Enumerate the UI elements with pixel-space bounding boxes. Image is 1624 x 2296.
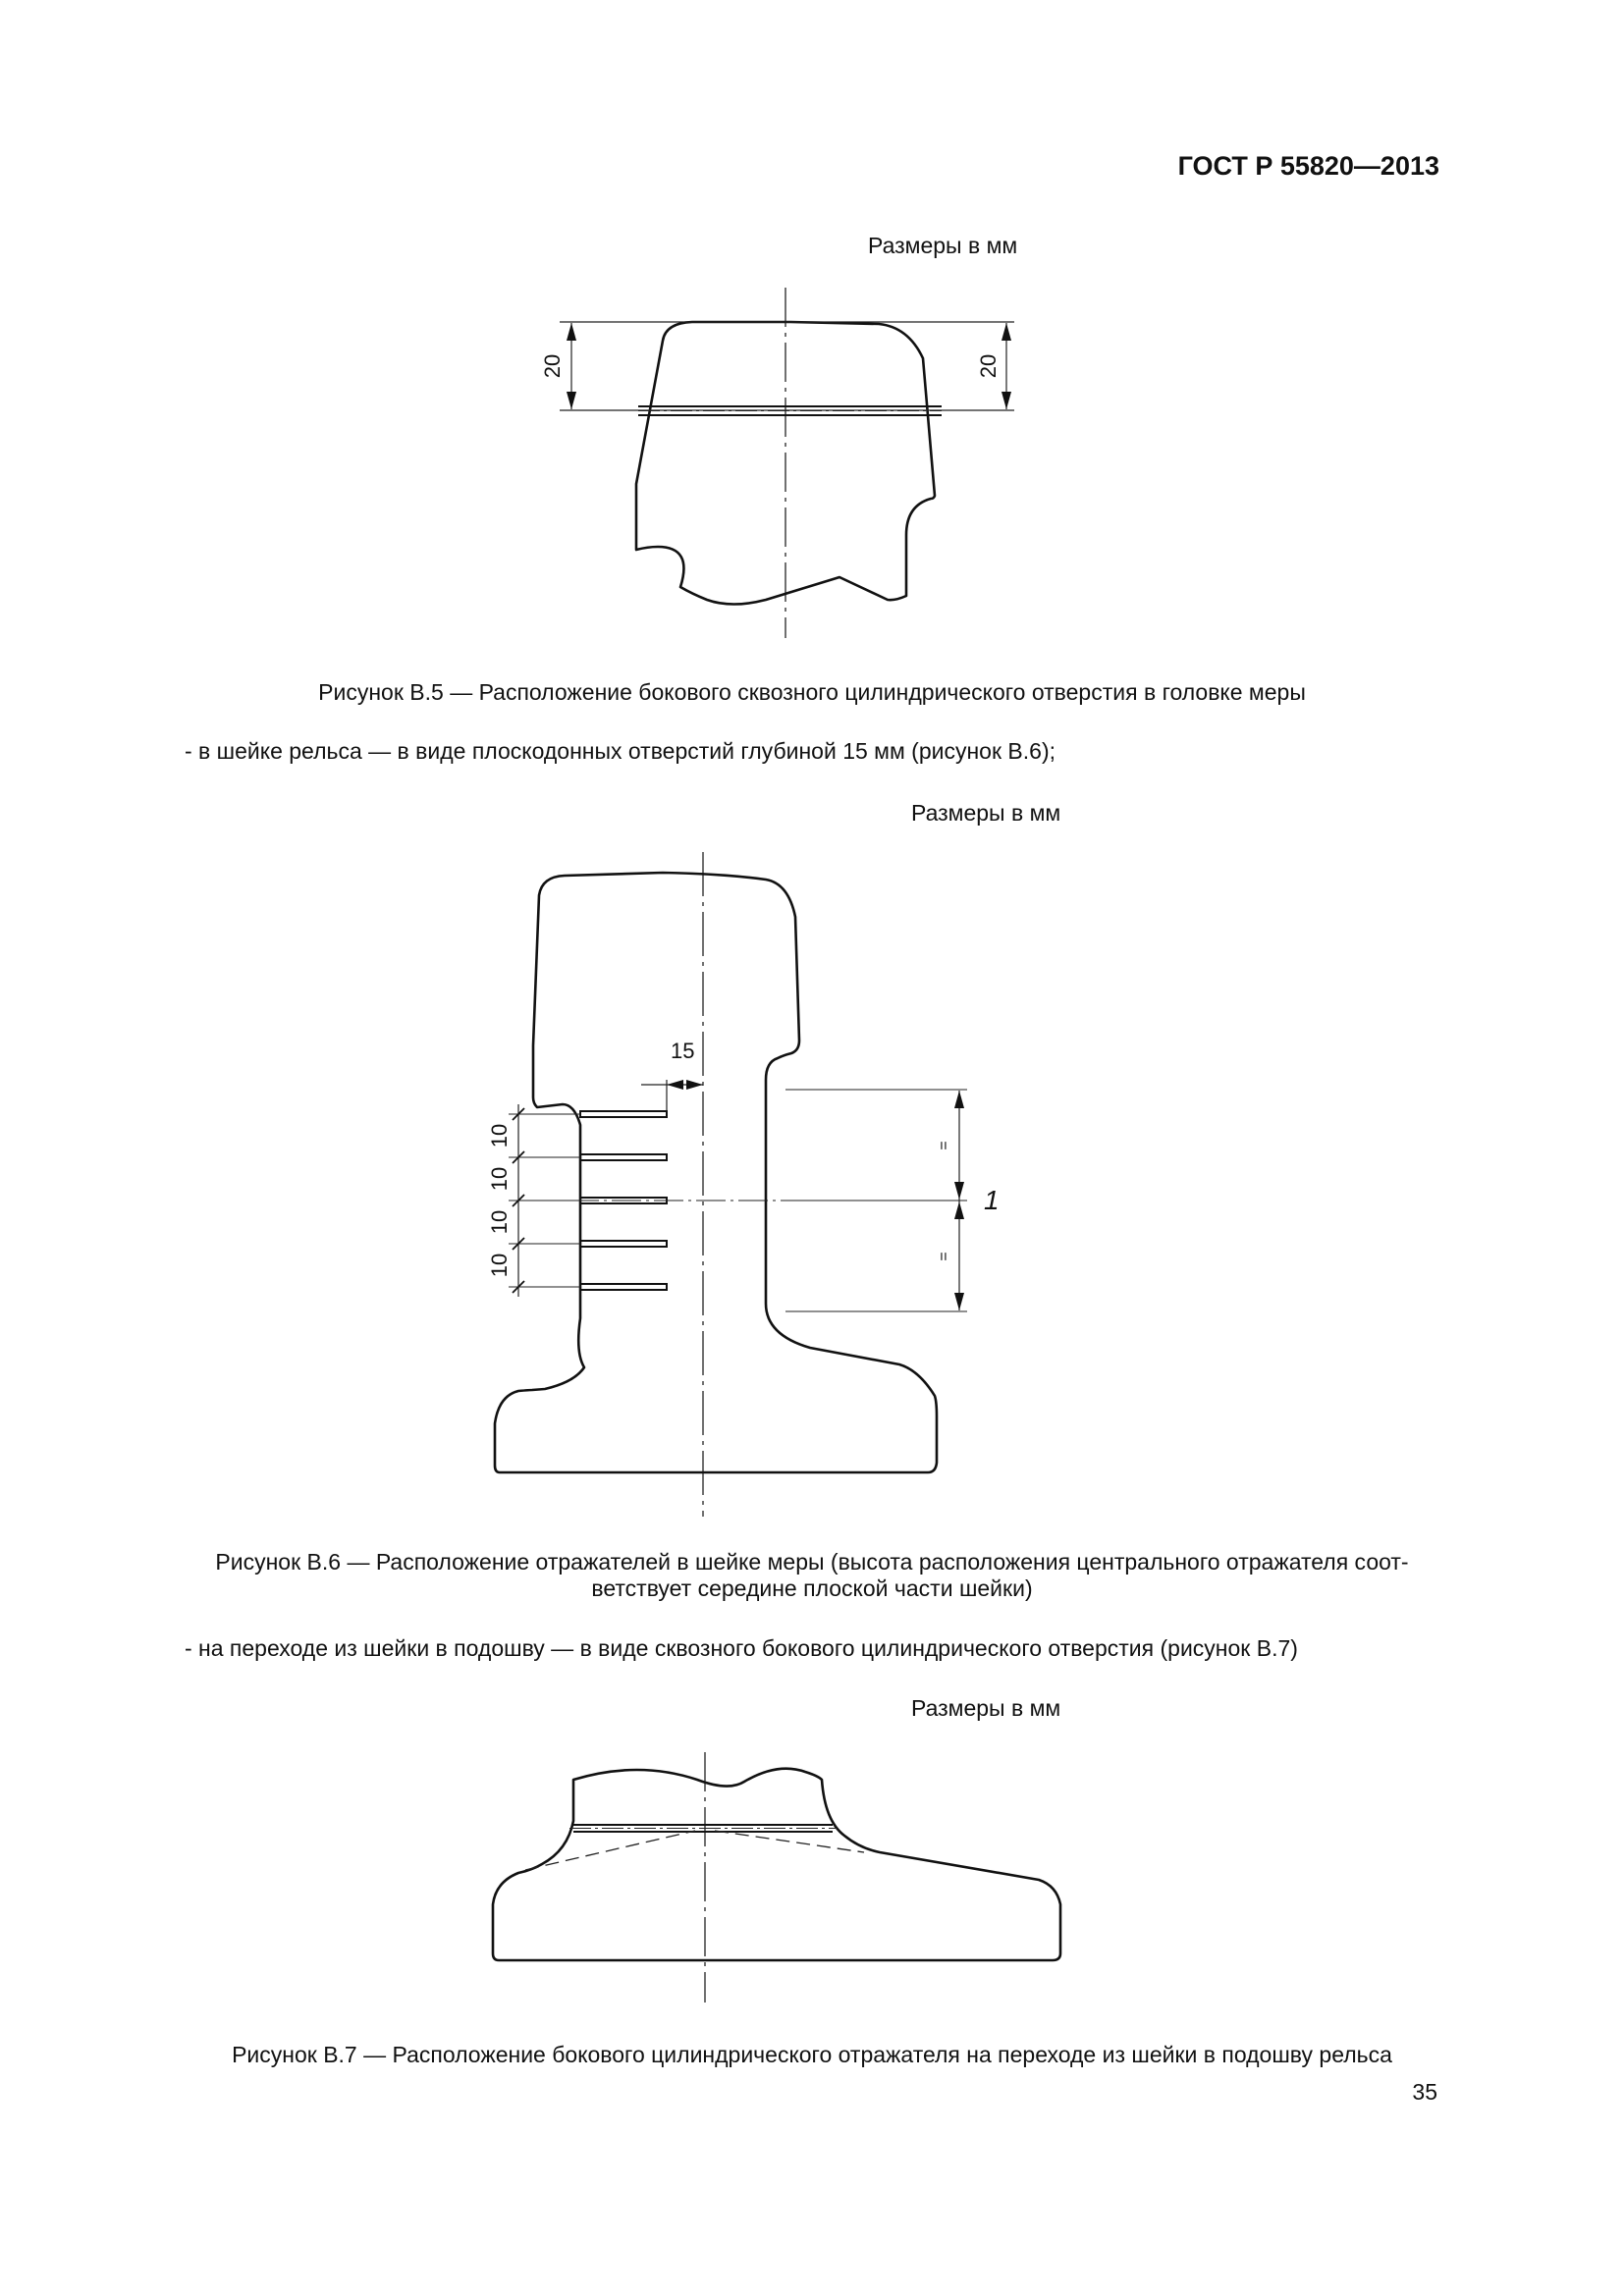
b5-dim-arrow-left-bottom [567,392,576,409]
figure-b6-drawing [471,844,1100,1522]
b5-dim-arrow-right-bottom [1001,392,1011,409]
b6-callout-number: 1 [984,1185,1000,1215]
b7-hidden-line-left [525,1831,695,1870]
b6-depth-arrow-left [667,1080,683,1090]
figure-b6-caption-line-1: Рисунок В.6 — Расположение отражателей в шейке меры (высота расположения центрального отражателя соот- [215,1549,1409,1575]
list-item-neck: - в шейке рельса — в виде плоскодонных отверстий глубиной 15 мм (рисунок В.6); [185,738,1056,764]
b6-hole-1 [580,1111,667,1117]
figure-b5-caption: Рисунок В.5 — Расположение бокового сквозного цилиндрического отверстия в головке меры [318,679,1306,705]
b6-dim-spacing-3: 10 [487,1209,512,1235]
figure-b5-drawing [530,280,1041,643]
page-number: 35 [1412,2079,1437,2105]
figure-b6-units-label: Размеры в мм [911,800,1061,826]
b6-equal-mark-upper: = [936,1141,952,1150]
b6-hole-4 [580,1241,667,1247]
figure-b5-units-label: Размеры в мм [868,233,1018,258]
figure-b6-caption-line-2: ветствует середине плоской части шейки) [591,1575,1033,1601]
figure-b7-caption: Рисунок В.7 — Расположение бокового цилиндрического отражателя на переходе из шейки в подошву рельса [232,2042,1392,2067]
b6-depth-arrow-right [686,1080,703,1090]
b6-neck-arrow-1 [954,1091,964,1108]
b6-neck-extension-lines [785,1090,967,1311]
b5-dim-arrow-left-top [567,323,576,341]
b6-hole-5 [580,1284,667,1290]
b6-neck-arrow-2 [954,1182,964,1200]
b6-hole-2 [580,1154,667,1160]
document-number: ГОСТ Р 55820—2013 [1177,151,1439,181]
b6-dim-spacing-4: 10 [487,1253,512,1278]
b6-neck-arrow-4 [954,1293,964,1310]
list-item-transition: - на переходе из шейки в подошву — в виде сквозного бокового цилиндрического отверстия (рисунок В.7) [185,1635,1298,1661]
b6-equal-mark-lower: = [936,1252,952,1261]
b5-dim-right-value: 20 [976,353,1001,379]
b5-dim-arrow-right-top [1001,323,1011,341]
b6-dim-spacing-2: 10 [487,1166,512,1192]
b6-dim-spacing-1: 10 [487,1123,512,1148]
b5-dim-left-value: 20 [540,353,565,379]
figure-b7-drawing [471,1742,1100,2007]
b6-dim-depth-value: 15 [671,1039,695,1063]
b6-neck-arrow-3 [954,1201,964,1219]
b7-rail-foot-outline [493,1769,1060,1960]
figure-b7-units-label: Размеры в мм [911,1695,1061,1721]
b6-rail-profile-outline [495,873,937,1472]
